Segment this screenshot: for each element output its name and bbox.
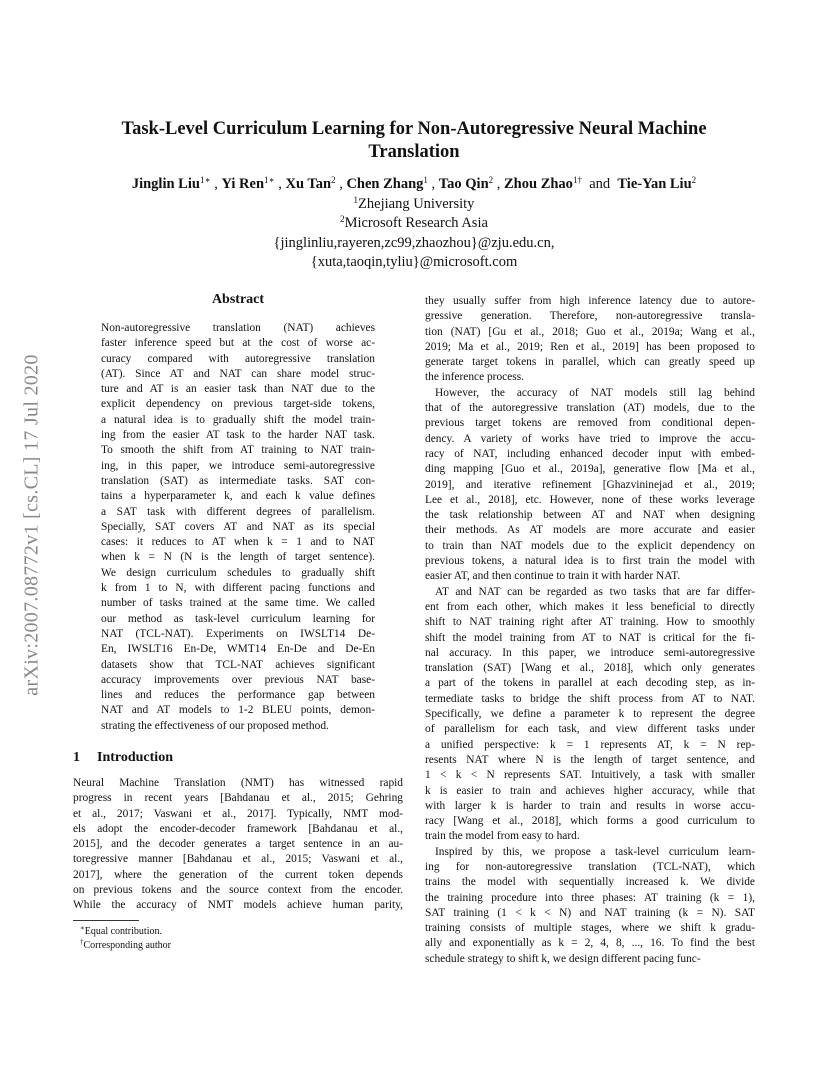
text-line: a SAT task with different degrees of parallelism. bbox=[101, 505, 375, 518]
text-line: schedule strategy to shift k, we design different pacing func- bbox=[425, 952, 701, 965]
text-line: resents NAT where N is the length of target sentence, and bbox=[425, 753, 755, 766]
paper-title bbox=[60, 118, 768, 164]
text-line: translation (SAT) [Wang et al., 2018], which only generates bbox=[425, 662, 755, 675]
text-line: tion (NAT) [Gu et al., 2018; Guo et al., 2019a; Wang et al., bbox=[425, 325, 755, 338]
text-line: Specifically, we define a parameter k to represent the degree bbox=[425, 708, 755, 721]
text-line: termediate tasks to bridge the shift process from AT to NAT. bbox=[425, 692, 755, 705]
text-line: 2017], where the generation of the current token depends bbox=[73, 868, 403, 881]
text-line: on previous tokens and the source context from the encoder. bbox=[73, 884, 403, 897]
section-number: 1 bbox=[73, 750, 80, 765]
section-heading-introduction bbox=[73, 750, 173, 766]
text-line: (AT). Since AT and NAT can share model struc- bbox=[101, 367, 375, 380]
text-line: ture and AT is an easier task than NAT due to the bbox=[101, 383, 375, 396]
text-line: of parallelism for each task, and view different tasks under bbox=[425, 723, 755, 736]
text-line: train the model from easy to hard. bbox=[425, 830, 580, 843]
text-line: strating the effectiveness of our proposed method. bbox=[101, 719, 329, 732]
footnote: †Corresponding author bbox=[80, 938, 171, 951]
text-line: trains the model with sequentially increased k. We divide bbox=[425, 876, 755, 889]
text-line: et al., 2017; Vaswani et al., 2017]. Typically, NMT mod- bbox=[73, 807, 403, 820]
author: Jinglin Liu$^{1∗}$ bbox=[131, 175, 211, 192]
authors-and: and bbox=[589, 176, 611, 192]
text-line: easier AT, and then continue to train it with harder NAT. bbox=[425, 570, 681, 583]
text-line: the training procedure into three phases: AT training (k = 1), bbox=[425, 891, 755, 904]
text-line: when k = N (N is the length of target sentence). bbox=[101, 551, 375, 564]
text-line: toregressive manner [Bahdanau et al., 2015; Vaswani et al., bbox=[73, 853, 403, 866]
email-line-1: {jinglinliu,rayeren,zc99,zhaozhou}@zju.edu.cn, bbox=[273, 235, 555, 251]
text-line: ing, in this paper, we introduce semi-autoregressive bbox=[101, 459, 375, 472]
text-line: accuracy improvements over previous NAT base- bbox=[101, 673, 375, 686]
author: Yi Ren$^{1∗}$ bbox=[221, 175, 275, 192]
text-line: shift the model training from AT to NAT is critical for the fi- bbox=[425, 631, 755, 644]
text-line: SAT training (1 < k < N) and NAT training (k = N). SAT bbox=[425, 906, 755, 919]
text-line: their methods. As AT models are more accurate and easier bbox=[425, 524, 755, 537]
text-line: previous target tokens are removed from conditional depen- bbox=[425, 417, 755, 430]
abstract-body bbox=[101, 321, 375, 734]
text-line: they usually suffer from high inference latency due to autore- bbox=[425, 295, 755, 307]
text-line: To smooth the shift from AT training to NAT train- bbox=[101, 444, 375, 457]
text-line: training consists of multiple stages, where we shift k gradu- bbox=[425, 922, 755, 935]
text-line: k is easier to train and achieves higher accuracy, while that bbox=[425, 784, 755, 797]
text-line: 1 < k < N represents SAT. Intuitively, a task with smaller bbox=[425, 769, 755, 782]
text-line: NAT (TCL-NAT). Experiments on IWSLT14 De- bbox=[101, 627, 375, 640]
affiliation-2: $^2$Microsoft Research Asia bbox=[340, 214, 488, 231]
author: Zhou Zhao$^{1\dagger}$ bbox=[504, 175, 582, 192]
right-column-body bbox=[425, 294, 755, 967]
text-line: AT and NAT can be regarded as two tasks that are far differ- bbox=[435, 585, 755, 598]
text-line: number of tasks trained at the same time. We called bbox=[101, 597, 375, 610]
text-line: lines and reduces the performance gap between bbox=[101, 689, 375, 702]
text-line: to train than NAT models due to the explicit dependency on bbox=[425, 539, 755, 552]
arxiv-stamp bbox=[12, 290, 52, 760]
affiliation-1: $^1$Zhejiang University bbox=[353, 195, 475, 212]
title-line-2: Translation bbox=[368, 142, 460, 162]
text-line: our method as task-level curriculum learning for bbox=[101, 612, 375, 625]
text-line: Inspired by this, we propose a task-level curriculum learn- bbox=[435, 845, 755, 858]
footnotes bbox=[80, 925, 171, 953]
text-line: We design curriculum schedules to gradually shift bbox=[101, 566, 375, 579]
text-line: 2015], and the decoder generates a target sentence in an au- bbox=[73, 838, 403, 851]
text-line: En, IWSLT16 En-De, WMT14 En-De and De-En bbox=[101, 643, 375, 656]
email-line-2: {xuta,taoqin,tyliu}@microsoft.com bbox=[310, 254, 518, 270]
text-line: Lee et al., 2018], etc. However, none of these works leverage bbox=[425, 493, 755, 506]
text-line: previous tokens, a natural idea is to first train the model with bbox=[425, 555, 755, 568]
text-line: racy of NAT, including enhanced decoder input with embed- bbox=[425, 447, 755, 460]
text-line: ally and exponentially as k = 2, 4, 8, ..., 16. To find the best bbox=[425, 937, 755, 950]
text-line: dency. A variety of works have tried to improve the accu- bbox=[425, 432, 755, 445]
abstract-heading: Abstract bbox=[211, 292, 265, 307]
text-line: shift to NAT training right after AT training. How to smoothly bbox=[425, 616, 755, 629]
text-line: NAT and AT models to 1-2 BLEU points, demon- bbox=[101, 704, 375, 717]
text-line: cases: it reduces to AT when k = 1 and to NAT bbox=[101, 536, 375, 549]
text-line: explicit dependency on previous target-side tokens, bbox=[101, 398, 375, 411]
text-line: tains a hyperparameter k, and each k value defines bbox=[101, 490, 375, 503]
text-line: k from 1 to N, with different pacing functions and bbox=[101, 582, 375, 595]
text-line: a natural idea is to gradually shift the model train- bbox=[101, 413, 375, 426]
text-line: faster inference speed but at the cost of worse ac- bbox=[101, 337, 375, 350]
text-line: generate target tokens in parallel, which can greatly speed up bbox=[425, 356, 755, 369]
text-line: nal accuracy. In this paper, we introduce semi-autoregressive bbox=[425, 646, 755, 659]
author-list: Jinglin Liu$^{1∗}$ , Yi Ren$^{1∗}$ , Xu Tan$^2$ , Chen Zhang$^1$ , Tao Qin$^2$ , Zhou Zhao$^{1\dagger}$ and Tie-Yan Liu$^2$ bbox=[131, 175, 697, 192]
text-line: Non-autoregressive translation (NAT) achieves bbox=[101, 322, 375, 334]
text-line: els adopt the encoder-decoder framework [Bahdanau et al., bbox=[73, 822, 403, 835]
author: Chen Zhang$^1$ bbox=[346, 175, 428, 192]
text-line: 2019; Ma et al., 2019; Ren et al., 2019] has been proposed to bbox=[425, 340, 755, 353]
text-line: gressive generation. Therefore, non-autoregressive transla- bbox=[425, 310, 755, 323]
text-line: ding mapping [Guo et al., 2019a], generative flow [Ma et al., bbox=[425, 463, 755, 476]
text-line: racy [Wang et al., 2018], which forms a good curriculum to bbox=[425, 815, 755, 828]
text-line: curacy compared with autoregressive translation bbox=[101, 352, 375, 365]
text-line: the inference process. bbox=[425, 371, 524, 384]
author: Xu Tan$^2$ bbox=[285, 175, 336, 192]
text-line: translation (SAT) as intermediate tasks. SAT con- bbox=[101, 474, 375, 487]
introduction-body bbox=[73, 776, 403, 914]
text-line: progress in recent years [Bahdanau et al., 2015; Gehring bbox=[73, 792, 403, 805]
text-line: a part of the tokens in parallel at each decoding step, as in- bbox=[425, 677, 755, 690]
footnote: ∗Equal contribution. bbox=[80, 924, 162, 937]
text-line: However, the accuracy of NAT models still lag behind bbox=[435, 386, 755, 399]
footnote-rule bbox=[73, 920, 139, 921]
text-line: ent from each other, which makes it less beneficial to directly bbox=[425, 600, 755, 613]
text-line: While the accuracy of NMT models achieve human parity, bbox=[73, 899, 403, 912]
text-line: that of the autoregressive translation (AT) models, due to the bbox=[425, 402, 755, 415]
text-line: ing for non-autoregressive translation (TCL-NAT), which bbox=[425, 860, 755, 873]
arxiv-id: arXiv:2007.08772v1 [cs.CL] 17 Jul 2020 bbox=[20, 354, 43, 696]
author: Tao Qin$^2$ bbox=[438, 175, 494, 192]
text-line: Specially, SAT covers AT and NAT as its special bbox=[101, 520, 375, 533]
text-line: with larger k is harder to train and results in worse accu- bbox=[425, 799, 755, 812]
text-line: ing from the easier AT task to the harder NAT task. bbox=[101, 429, 375, 442]
text-line: datasets show that TCL-NAT achieves significant bbox=[101, 658, 375, 671]
text-line: a unified perspective: k = 1 represents AT, k = N rep- bbox=[425, 738, 755, 751]
text-line: Neural Machine Translation (NMT) has witnessed rapid bbox=[73, 777, 403, 789]
author: Tie-Yan Liu$^2$ bbox=[617, 175, 697, 192]
text-line: 2019], and iterative refinement [Ghazvininejad et al., 2019; bbox=[425, 478, 755, 491]
section-title: Introduction bbox=[97, 750, 173, 765]
title-line-1: Task-Level Curriculum Learning for Non-Autoregressive Neural Machine bbox=[121, 119, 707, 139]
text-line: the task relationship between AT and NAT when designing bbox=[425, 509, 755, 522]
